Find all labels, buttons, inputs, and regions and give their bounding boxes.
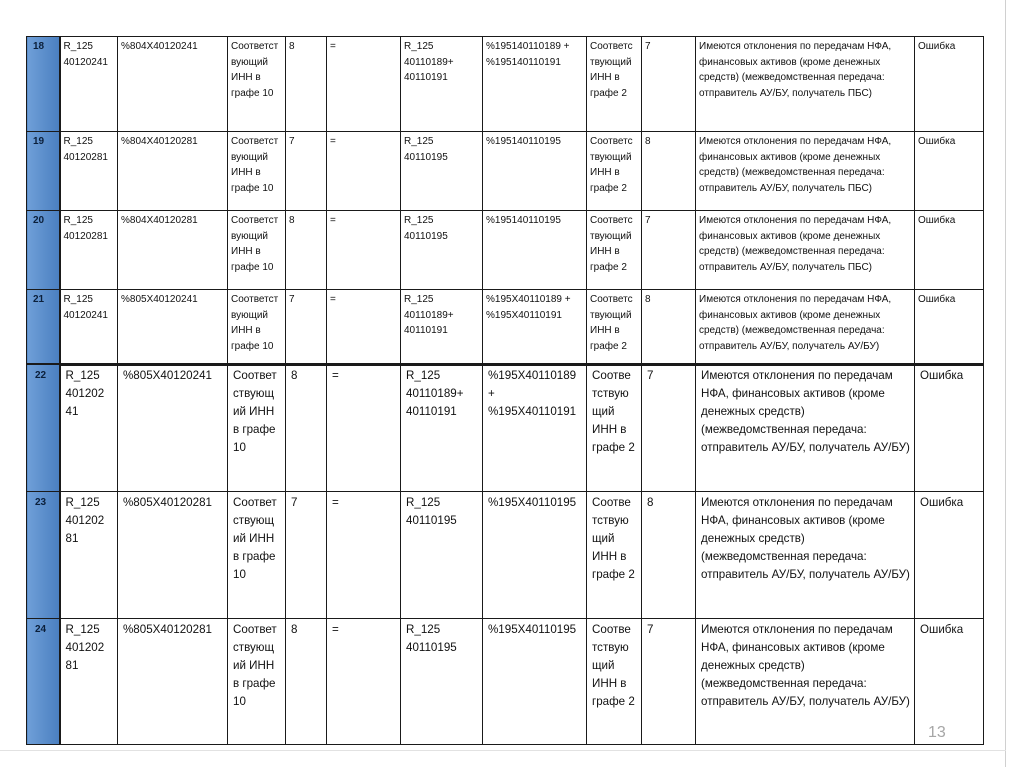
- table-row: [27, 37, 984, 132]
- formula2-cell: %195X40110189 + %195X40110191: [483, 364, 587, 491]
- code2-cell: R_125 40110189+ 40110191: [401, 37, 483, 132]
- description-cell: Соответ ствующ ий ИНН в графе 10: [228, 364, 286, 491]
- code-cell: R_125 40120241: [60, 290, 118, 366]
- description2-cell: Соответс твующий ИНН в графе 2: [587, 132, 642, 211]
- row-number: 20: [27, 211, 60, 290]
- value-cell: 7: [286, 290, 327, 366]
- code-cell: R_125 40120281: [60, 211, 118, 290]
- row-number: 18: [27, 37, 60, 132]
- status-cell: Ошибка: [915, 364, 984, 491]
- formula2-cell: %195X40110195: [483, 491, 587, 618]
- row-number: 19: [27, 132, 60, 211]
- formula2-cell: %195X40110189 + %195X40110191: [483, 290, 587, 366]
- formula-cell: %804X40120281: [118, 211, 228, 290]
- description2-cell: Соотве тствую щий ИНН в графе 2: [587, 618, 642, 744]
- row-number: 23: [27, 491, 60, 618]
- value-cell: 8: [286, 618, 327, 744]
- description-cell: Соответст вующий ИНН в графе 10: [228, 132, 286, 211]
- operator-cell: =: [327, 290, 401, 366]
- row-number: 22: [27, 364, 60, 491]
- formula-cell: %805X40120281: [118, 618, 228, 744]
- description2-cell: Соответс твующий ИНН в графе 2: [587, 290, 642, 366]
- value2-cell: 8: [642, 491, 696, 618]
- formula2-cell: %195140110189 + %195140110191: [483, 37, 587, 132]
- description2-cell: Соотве тствую щий ИНН в графе 2: [587, 491, 642, 618]
- status-cell: Ошибка: [915, 618, 984, 744]
- code2-cell: R_125 40110189+ 40110191: [401, 290, 483, 366]
- message-cell: Имеются отклонения по передачам НФА, финансовых активов (кроме денежных средств) (межведомственная передача: отправитель АУ/БУ, получатель АУ/БУ): [696, 364, 915, 491]
- formula-cell: %804X40120281: [118, 132, 228, 211]
- value2-cell: 7: [642, 211, 696, 290]
- value-cell: 8: [286, 211, 327, 290]
- code2-cell: R_125 40110195: [401, 132, 483, 211]
- description2-cell: Соответс твующий ИНН в графе 2: [587, 37, 642, 132]
- operator-cell: =: [327, 37, 401, 132]
- operator-cell: =: [327, 491, 401, 618]
- table-row: [27, 618, 984, 744]
- slide-edge-divider: [1005, 0, 1006, 767]
- description2-cell: Соответс твующий ИНН в графе 2: [587, 211, 642, 290]
- code2-cell: R_125 40110195: [401, 491, 483, 618]
- status-cell: Ошибка: [915, 211, 984, 290]
- description2-cell: Соотве тствую щий ИНН в графе 2: [587, 364, 642, 491]
- value2-cell: 7: [642, 364, 696, 491]
- code2-cell: R_125 40110195: [401, 618, 483, 744]
- table-row: [27, 290, 984, 366]
- row-number: 21: [27, 290, 60, 366]
- operator-cell: =: [327, 132, 401, 211]
- status-cell: Ошибка: [915, 491, 984, 618]
- operator-cell: =: [327, 618, 401, 744]
- status-cell: Ошибка: [915, 132, 984, 211]
- value2-cell: 8: [642, 132, 696, 211]
- formula-cell: %805X40120241: [118, 364, 228, 491]
- code-cell: R_125 401202 41: [60, 364, 118, 491]
- code2-cell: R_125 40110195: [401, 211, 483, 290]
- description-cell: Соответст вующий ИНН в графе 10: [228, 211, 286, 290]
- formula2-cell: %195140110195: [483, 132, 587, 211]
- table-lower: [26, 363, 983, 745]
- formula-cell: %804X40120241: [118, 37, 228, 132]
- message-cell: Имеются отклонения по передачам НФА, финансовых активов (кроме денежных средств) (межведомственная передача: отправитель АУ/БУ, получатель ПБС): [696, 37, 915, 132]
- message-cell: Имеются отклонения по передачам НФА, финансовых активов (кроме денежных средств) (межведомственная передача: отправитель АУ/БУ, получатель АУ/БУ): [696, 618, 915, 744]
- message-cell: Имеются отклонения по передачам НФА, финансовых активов (кроме денежных средств) (межведомственная передача: отправитель АУ/БУ, получатель АУ/БУ): [696, 290, 915, 366]
- message-cell: Имеются отклонения по передачам НФА, финансовых активов (кроме денежных средств) (межведомственная передача: отправитель АУ/БУ, получатель АУ/БУ): [696, 491, 915, 618]
- code-cell: R_125 40120241: [60, 37, 118, 132]
- operator-cell: =: [327, 211, 401, 290]
- formula-cell: %805X40120241: [118, 290, 228, 366]
- value-cell: 7: [286, 491, 327, 618]
- code-cell: R_125 401202 81: [60, 491, 118, 618]
- value-cell: 8: [286, 37, 327, 132]
- value2-cell: 7: [642, 37, 696, 132]
- table-row: [27, 491, 984, 618]
- formula-cell: %805X40120281: [118, 491, 228, 618]
- slide-bottom-divider: [0, 750, 1006, 751]
- table-upper: [26, 36, 983, 366]
- message-cell: Имеются отклонения по передачам НФА, финансовых активов (кроме денежных средств) (межведомственная передача: отправитель АУ/БУ, получатель ПБС): [696, 211, 915, 290]
- value-cell: 7: [286, 132, 327, 211]
- status-cell: Ошибка: [915, 37, 984, 132]
- table-row: [27, 211, 984, 290]
- page-number: 13: [928, 724, 946, 741]
- operator-cell: =: [327, 364, 401, 491]
- row-number: 24: [27, 618, 60, 744]
- table-row: [27, 132, 984, 211]
- formula2-cell: %195140110195: [483, 211, 587, 290]
- value-cell: 8: [286, 364, 327, 491]
- formula2-cell: %195X40110195: [483, 618, 587, 744]
- table-row: [27, 364, 984, 491]
- code-cell: R_125 40120281: [60, 132, 118, 211]
- code-cell: R_125 401202 81: [60, 618, 118, 744]
- description-cell: Соответст вующий ИНН в графе 10: [228, 290, 286, 366]
- description-cell: Соответ ствующ ий ИНН в графе 10: [228, 618, 286, 744]
- description-cell: Соответст вующий ИНН в графе 10: [228, 37, 286, 132]
- description-cell: Соответ ствующ ий ИНН в графе 10: [228, 491, 286, 618]
- code2-cell: R_125 40110189+ 40110191: [401, 364, 483, 491]
- status-cell: Ошибка: [915, 290, 984, 366]
- value2-cell: 8: [642, 290, 696, 366]
- message-cell: Имеются отклонения по передачам НФА, финансовых активов (кроме денежных средств) (межведомственная передача: отправитель АУ/БУ, получатель ПБС): [696, 132, 915, 211]
- value2-cell: 7: [642, 618, 696, 744]
